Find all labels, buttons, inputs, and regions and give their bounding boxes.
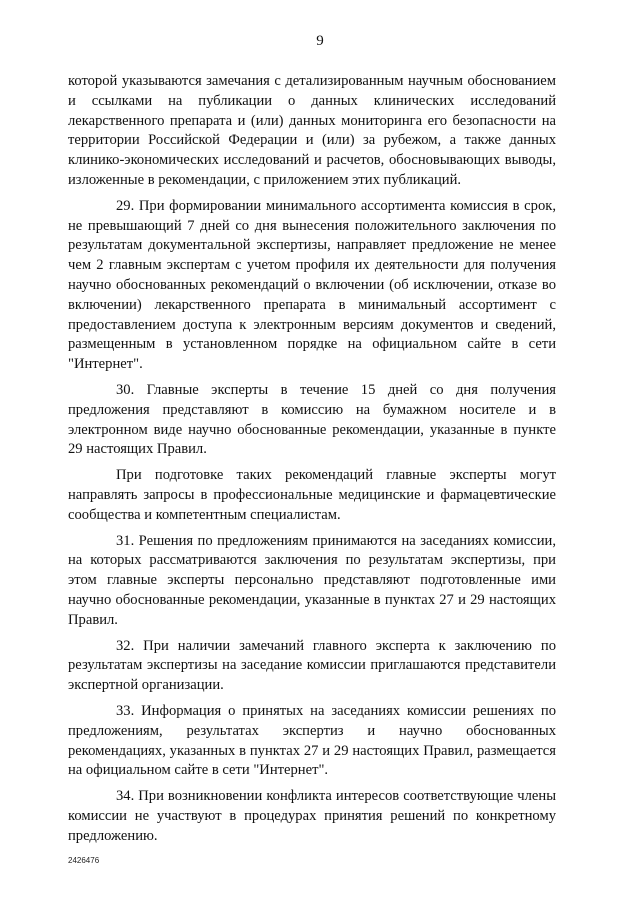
paragraph-32: 32. При наличии замечаний главного эксперта к заключению по результатам экспертизы на заседание комиссии приглашаются представители экспертной организации. [68,637,556,694]
paragraph-30-continued: При подготовке таких рекомендаций главные эксперты могут направлять запросы в профессиональные медицинские и фармацевтические сообщества и компетентным специалистам. [68,467,556,523]
document-body [68,72,556,852]
paragraph-29: 29. При формировании минимального ассортимента комиссия в срок, не превышающий 7 дней со дня вынесения положительного заключения по результатам документальной экспертизы, направляет предложение не менее чем 2 главным экспертам с учетом профиля их деятельности для получения научно обоснованных рекомендаций о включении (об исключении, отказе во включении) лекарственного препарата в минимальный ассортимент с предоставлением доступа к электронным версиям документов и сведений, размещенным в установленном порядке на официальном сайте в сети "Интернет". [68,197,556,373]
document-code: 2426476 [68,856,100,865]
paragraph-34: 34. При возникновении конфликта интересов соответствующие члены комиссии не участвуют в процедурах принятия решений по конкретному предложению. [68,788,556,844]
paragraph-33: 33. Информация о принятых на заседаниях комиссии решениях по предложениям, результатах экспертиз и научно обоснованных рекомендациях, указанных в пунктах 27 и 29 настоящих Правил, размещается на официальном сайте в сети "Интернет". [68,702,556,779]
paragraph-30: 30. Главные эксперты в течение 15 дней со дня получения предложения представляют в комиссию на бумажном носителе и в электронном виде научно обоснованные рекомендации, указанные в пункте 29 настоящих Правил. [68,381,556,458]
page-number: 9 [316,33,324,49]
paragraph-continuation: которой указываются замечания с детализированным научным обоснованием и ссылками на публикации о данных клинических исследований лекарственного препарата и (или) данных мониторинга его безопасности на территории Российской Федерации и (или) за рубежом, а также данных клинико-экономических исследований и расчетов, обосновывающих выводы, изложенные в рекомендации, с приложением этих публикаций. [68,73,556,188]
paragraph-31: 31. Решения по предложениям принимаются на заседаниях комиссии, на которых рассматриваются заключения по результатам экспертизы, при этом главные эксперты персонально представляют подготовленные ими научно обоснованные рекомендации, указанные в пунктах 27 и 29 настоящих Правил. [68,532,556,628]
